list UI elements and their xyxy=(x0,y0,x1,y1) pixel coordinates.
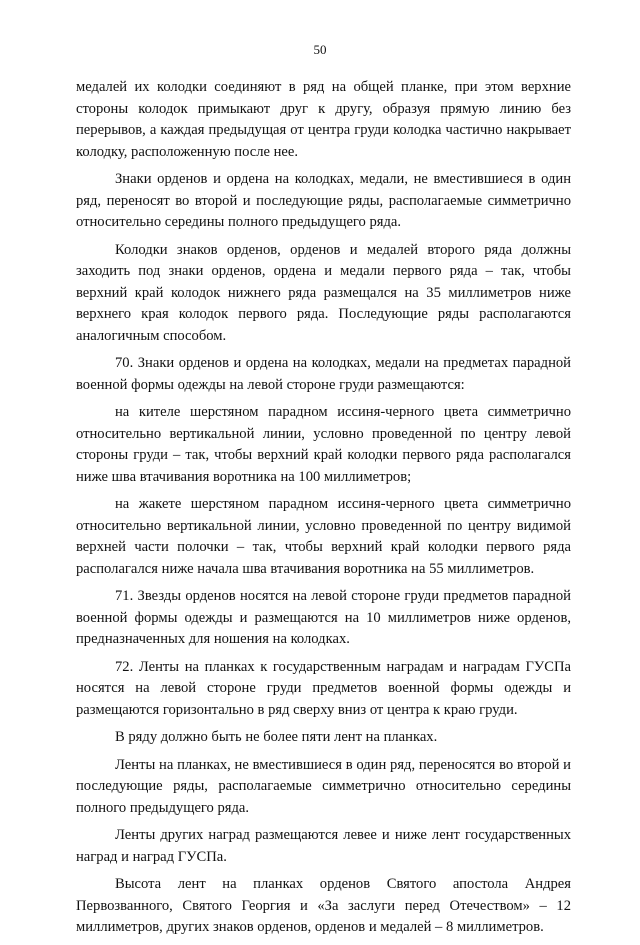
paragraph: 70. Знаки орденов и ордена на колодках, медали на предметах парадной военной формы одежды на левой стороне груди размещаются: xyxy=(76,355,571,393)
paragraph: 72. Ленты на планках к государственным наградам и наградам ГУСПа носятся на левой стороне груди предметов военной формы одежды и размещаются горизонтально в ряд сверху вниз от центра к краю груди. xyxy=(76,658,571,718)
paragraph: медалей их колодки соединяют в ряд на общей планке, при этом верхние стороны колодок примыкают друг к другу, образуя прямую линию без перерывов, а каждая предыдущая от центра груди колодка частично накрывает колодку, расположенную после нее. xyxy=(76,79,571,160)
paragraph: В ряду должно быть не более пяти лент на планках. xyxy=(115,729,438,745)
paragraph: Высота лент на планках орденов Святого апостола Андрея Первозванного, Святого Георгия и «За заслуги перед Отечеством» – 12 миллиметров, других знаков орденов, орденов и медалей – 8 миллиметров. xyxy=(76,876,571,935)
paragraph: Ленты других наград размещаются левее и ниже лент государственных наград и наград ГУСПа. xyxy=(76,827,571,865)
paragraph: Ленты на планках, не вместившиеся в один ряд, переносятся во второй и последующие ряды, располагаемые симметрично относительно середины полного предыдущего ряда. xyxy=(76,756,571,816)
page-number: 50 xyxy=(313,42,327,57)
paragraph: на жакете шерстяном парадном иссиня-черного цвета симметрично относительно вертикальной линии, условно проведенной по центру видимой верхней части полочки – так, чтобы верхний край колодки первого ряда располагался ниже начала шва втачивания воротника на 55 миллиметров. xyxy=(76,496,571,577)
paragraph: Знаки орденов и ордена на колодках, медали, не вместившиеся в один ряд, переносят во второй и последующие ряды, располагаемые симметрично относительно середины полного предыдущего ряда. xyxy=(76,171,571,230)
paragraph: 71. Звезды орденов носятся на левой стороне груди предметов парадной военной формы одежды и размещаются на 10 миллиметров ниже орденов, предназначенных для ношения на колодках. xyxy=(76,588,571,647)
paragraph: Колодки знаков орденов, орденов и медалей второго ряда должны заходить под знаки орденов, ордена и медали первого ряда – так, чтобы верхний край колодок нижнего ряда размещался на 35 миллиметров ниже верхнего края колодок первого ряда. Последующие ряды располагаются аналогичным способом. xyxy=(76,241,571,344)
paragraph: на кителе шерстяном парадном иссиня-черного цвета симметрично относительно вертикальной линии, условно проведенной по центру левой стороны груди – так, чтобы верхний край колодки первого ряда располагался ниже шва втачивания воротника на 100 миллиметров; xyxy=(76,404,571,485)
document-body xyxy=(76,77,571,945)
